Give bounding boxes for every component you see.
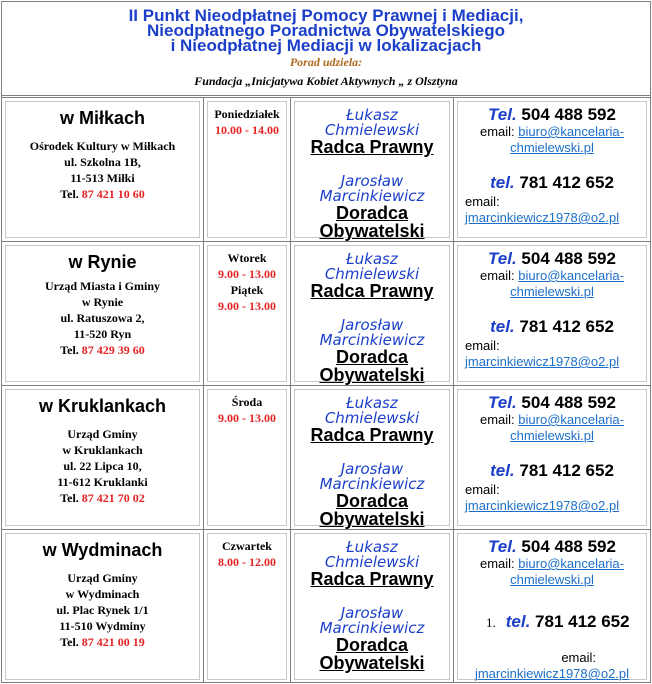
email-link[interactable]: chmielewski.pl	[510, 284, 594, 299]
address-line: Urząd Gminy	[67, 427, 138, 441]
contact-cell	[454, 242, 650, 385]
advisors-cell	[291, 386, 454, 529]
email-link[interactable]: biuro@kancelaria-	[518, 412, 624, 427]
advisor-role: Radca Prawny	[310, 569, 434, 589]
address-line: 11-513 Miłki	[70, 171, 135, 185]
advisor-name: Łukasz Chmielewski	[324, 394, 420, 427]
phone-number: 87 421 70 02	[81, 491, 145, 505]
advisor-role: Doradca Obywatelski	[319, 635, 425, 673]
schedule-cell	[204, 98, 291, 241]
location-row-milki	[2, 97, 650, 241]
email-label: email:	[465, 338, 500, 353]
location-phone: Tel. 87 421 00 19	[60, 635, 145, 649]
list-number: 1.	[486, 615, 496, 630]
phone-number: 87 421 00 19	[81, 635, 145, 649]
phone-line: tel. 781 412 652	[490, 461, 614, 480]
email-link[interactable]: jmarcinkiewicz1978@o2.pl	[465, 354, 620, 369]
table-header	[2, 2, 650, 96]
phone-number: 87 421 10 60	[81, 187, 145, 201]
day-label: Piątek	[230, 283, 264, 297]
porad-label: Porad udziela:	[289, 55, 363, 69]
address-line: w Wydminach	[65, 587, 140, 601]
email-link[interactable]: jmarcinkiewicz1978@o2.pl	[465, 210, 620, 225]
location-cell	[2, 242, 204, 385]
location-name: w Kruklankach	[38, 396, 167, 416]
address-line: ul. Plac Rynek 1/1	[56, 603, 149, 617]
email-link[interactable]: biuro@kancelaria-	[518, 124, 624, 139]
day-label: Wtorek	[227, 251, 267, 265]
location-address	[6, 426, 199, 506]
phone-number: 87 429 39 60	[81, 343, 145, 357]
email-link[interactable]: jmarcinkiewicz1978@o2.pl	[474, 666, 630, 681]
title-line: II Punkt Nieodpłatnej Pomocy Prawnej i Mediacji,	[128, 6, 524, 25]
advisor-role: Doradca Obywatelski	[319, 203, 425, 241]
day-label: Środa	[231, 395, 263, 409]
location-row-ryn	[2, 241, 650, 385]
advisor-role: Radca Prawny	[310, 137, 434, 157]
location-address	[6, 138, 199, 202]
advisors-cell	[291, 242, 454, 385]
address-line: w Rynie	[81, 295, 124, 309]
foundation-name: Fundacja „Inicjatywa Kobiet Aktywnych „ z Olsztyna	[194, 74, 458, 88]
location-cell	[2, 530, 204, 683]
address-line: Urząd Gminy	[67, 571, 138, 585]
location-address	[6, 278, 199, 358]
location-cell	[2, 386, 204, 529]
advisor-name: Jarosław Marcinkiewicz	[319, 316, 425, 349]
phone-line: Tel. 504 488 592	[488, 393, 616, 412]
contact-cell	[454, 386, 650, 529]
hours-label: 9.00 - 13.00	[218, 411, 276, 425]
hours-label: 9.00 - 13.00	[218, 267, 276, 281]
title-line: Nieodpłatnego Poradnictwa Obywatelskiego	[146, 21, 505, 40]
email-label: email:	[465, 482, 500, 497]
email-link[interactable]: biuro@kancelaria-	[518, 556, 624, 571]
email-line: email: biuro@kancelaria- chmielewski.pl	[479, 412, 624, 443]
email-label: email:	[465, 194, 500, 209]
location-row-kruklanki	[2, 385, 650, 529]
email-link[interactable]: chmielewski.pl	[510, 428, 594, 443]
phone-line: Tel. 504 488 592	[488, 537, 616, 556]
hours-label: 9.00 - 13.00	[218, 299, 276, 313]
advisors-cell	[291, 530, 454, 683]
phone-line: Tel. 504 488 592	[488, 105, 616, 124]
advisor-role: Doradca Obywatelski	[319, 347, 425, 385]
address-line: 11-520 Ryn	[73, 327, 132, 341]
address-line: ul. Ratuszowa 2,	[60, 311, 145, 325]
address-line: ul. Szkolna 1B,	[64, 155, 141, 169]
location-phone: Tel. 87 421 70 02	[60, 491, 145, 505]
day-label: Czwartek	[222, 539, 272, 553]
email-link[interactable]: chmielewski.pl	[510, 140, 594, 155]
location-phone: Tel. 87 421 10 60	[60, 187, 145, 201]
title-line: i Nieodpłatnej Mediacji w lokalizacjach	[170, 36, 482, 55]
advisor-name: Jarosław Marcinkiewicz	[319, 172, 425, 205]
advisor-name: Łukasz Chmielewski	[324, 250, 420, 283]
address-line: 11-612 Kruklanki	[57, 475, 148, 489]
schedule-cell	[204, 530, 291, 683]
advisor-name: Jarosław Marcinkiewicz	[319, 460, 425, 493]
day-label: Poniedziałek	[214, 107, 280, 121]
address-line: Urząd Miasta i Gminy	[45, 279, 160, 293]
location-phone: Tel. 87 429 39 60	[60, 343, 145, 357]
advisor-name: Łukasz Chmielewski	[324, 538, 420, 571]
hours-label: 10.00 - 14.00	[215, 123, 279, 137]
address-line: ul. 22 Lipca 10,	[63, 459, 142, 473]
location-name: w Miłkach	[59, 108, 146, 128]
page-title	[2, 2, 650, 53]
advisor-name: Łukasz Chmielewski	[324, 106, 420, 139]
advisor-role: Radca Prawny	[310, 425, 434, 445]
email-link[interactable]: chmielewski.pl	[510, 572, 594, 587]
schedule-cell	[204, 386, 291, 529]
location-row-wydminy	[2, 529, 650, 683]
location-address	[6, 570, 199, 650]
advisor-name: Jarosław Marcinkiewicz	[319, 604, 425, 637]
address-line: Ośrodek Kultury w Miłkach	[29, 139, 176, 153]
email-line: email: biuro@kancelaria- chmielewski.pl	[479, 268, 624, 299]
email-line: email: biuro@kancelaria- chmielewski.pl	[479, 556, 624, 587]
phone-line: tel. 781 412 652	[490, 317, 614, 336]
contact-cell	[454, 98, 650, 241]
phone-line: Tel. 504 488 592	[488, 249, 616, 268]
advisor-role: Doradca Obywatelski	[319, 491, 425, 529]
email-link[interactable]: biuro@kancelaria-	[518, 268, 624, 283]
phone-line: tel. 781 412 652	[490, 173, 614, 192]
address-line: w Kruklankach	[62, 443, 143, 457]
info-table	[1, 1, 651, 683]
hours-label: 8.00 - 12.00	[218, 555, 276, 569]
email-link[interactable]: jmarcinkiewicz1978@o2.pl	[465, 498, 620, 513]
location-cell	[2, 98, 204, 241]
location-name: w Wydminach	[42, 540, 163, 560]
email-label: email:	[561, 650, 596, 665]
contact-cell	[454, 530, 650, 683]
address-line: 11-510 Wydminy	[59, 619, 146, 633]
schedule-cell	[204, 242, 291, 385]
location-name: w Rynie	[68, 252, 137, 272]
advisors-cell	[291, 98, 454, 241]
phone-line: 1. tel. 781 412 652	[486, 612, 630, 631]
advisor-role: Radca Prawny	[310, 281, 434, 301]
email-line: email: biuro@kancelaria- chmielewski.pl	[479, 124, 624, 155]
